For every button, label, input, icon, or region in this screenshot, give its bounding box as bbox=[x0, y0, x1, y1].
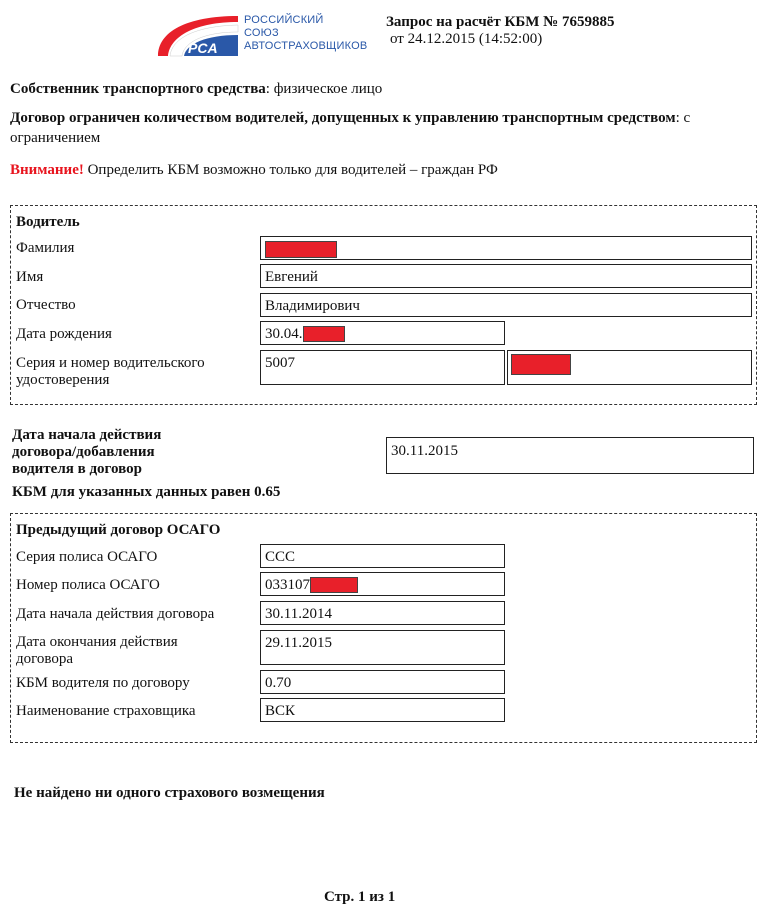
name-label: Имя bbox=[16, 269, 44, 285]
logo-line-1: РОССИЙСКИЙ bbox=[244, 14, 324, 26]
license-label-1: Серия и номер водительского bbox=[16, 355, 205, 371]
driver-title: Водитель bbox=[16, 214, 80, 230]
license-series-field: 5007 bbox=[260, 350, 505, 385]
policy-series-field: ССС bbox=[260, 544, 505, 568]
license-number-field bbox=[507, 350, 752, 385]
warning-label: Внимание! bbox=[10, 162, 84, 178]
start-label bbox=[12, 427, 161, 478]
policy-number-value: 033107 bbox=[265, 577, 310, 593]
contract-end-field: 29.11.2015 bbox=[260, 630, 505, 665]
rsa-logo bbox=[156, 14, 368, 58]
birth-value: 30.04. bbox=[265, 326, 303, 342]
page-number: Стр. 1 из 1 bbox=[324, 889, 396, 905]
patronymic-label: Отчество bbox=[16, 297, 76, 313]
redacted-license-number bbox=[511, 354, 571, 375]
birth-label: Дата рождения bbox=[16, 326, 112, 342]
contract-end-label-2: договора bbox=[16, 651, 74, 667]
insurer-field: ВСК bbox=[260, 698, 505, 722]
request-title: Запрос на расчёт КБМ № 7659885 bbox=[386, 14, 615, 30]
start-label-2: договора/добавления bbox=[12, 444, 155, 460]
contract-value: : с ограничением bbox=[10, 110, 691, 146]
start-date-field: 30.11.2015 bbox=[386, 437, 754, 474]
logo-line-3: АВТОСТРАХОВЩИКОВ bbox=[244, 40, 368, 52]
request-date: от 24.12.2015 (14:52:00) bbox=[390, 31, 543, 47]
kbm-result: КБМ для указанных данных равен 0.65 bbox=[12, 484, 281, 500]
owner-label: Собственник транспортного средства bbox=[10, 81, 266, 97]
warning-text: Определить КБМ возможно только для водителей – граждан РФ bbox=[83, 162, 498, 178]
policy-series-label: Серия полиса ОСАГО bbox=[16, 549, 158, 565]
patronymic-field: Владимирович bbox=[260, 293, 752, 317]
start-label-1: Дата начала действия bbox=[12, 427, 162, 443]
redacted-policy-number bbox=[310, 577, 358, 593]
contract-line bbox=[10, 108, 758, 148]
birth-field bbox=[260, 321, 505, 345]
owner-line bbox=[10, 79, 382, 99]
warning-line bbox=[10, 160, 498, 180]
driver-kbm-field: 0.70 bbox=[260, 670, 505, 694]
surname-field bbox=[260, 236, 752, 260]
policy-number-label: Номер полиса ОСАГО bbox=[16, 577, 160, 593]
rsa-emblem-icon bbox=[156, 14, 240, 58]
previous-title: Предыдущий договор ОСАГО bbox=[16, 522, 221, 538]
contract-label: Договор ограничен количеством водителей, допущенных к управлению транспортным средством bbox=[10, 110, 676, 126]
logo-line-2: СОЮЗ bbox=[244, 27, 279, 39]
redacted-birth-year bbox=[303, 326, 345, 342]
policy-number-field bbox=[260, 572, 505, 596]
contract-start-field: 30.11.2014 bbox=[260, 601, 505, 625]
surname-label: Фамилия bbox=[16, 240, 75, 256]
insurer-label: Наименование страховщика bbox=[16, 703, 196, 719]
license-label-2: удостоверения bbox=[16, 372, 110, 388]
driver-kbm-label: КБМ водителя по договору bbox=[16, 675, 190, 691]
redacted-surname bbox=[265, 241, 337, 258]
contract-end-label-1: Дата окончания действия bbox=[16, 634, 178, 650]
contract-start-label: Дата начала действия договора bbox=[16, 606, 215, 622]
owner-value: : физическое лицо bbox=[265, 81, 383, 97]
start-label-3: водителя в договор bbox=[12, 461, 142, 477]
name-field: Евгений bbox=[260, 264, 752, 288]
no-claims-note: Не найдено ни одного страхового возмещения bbox=[14, 785, 325, 801]
svg-text:PCA: PCA bbox=[188, 40, 218, 56]
